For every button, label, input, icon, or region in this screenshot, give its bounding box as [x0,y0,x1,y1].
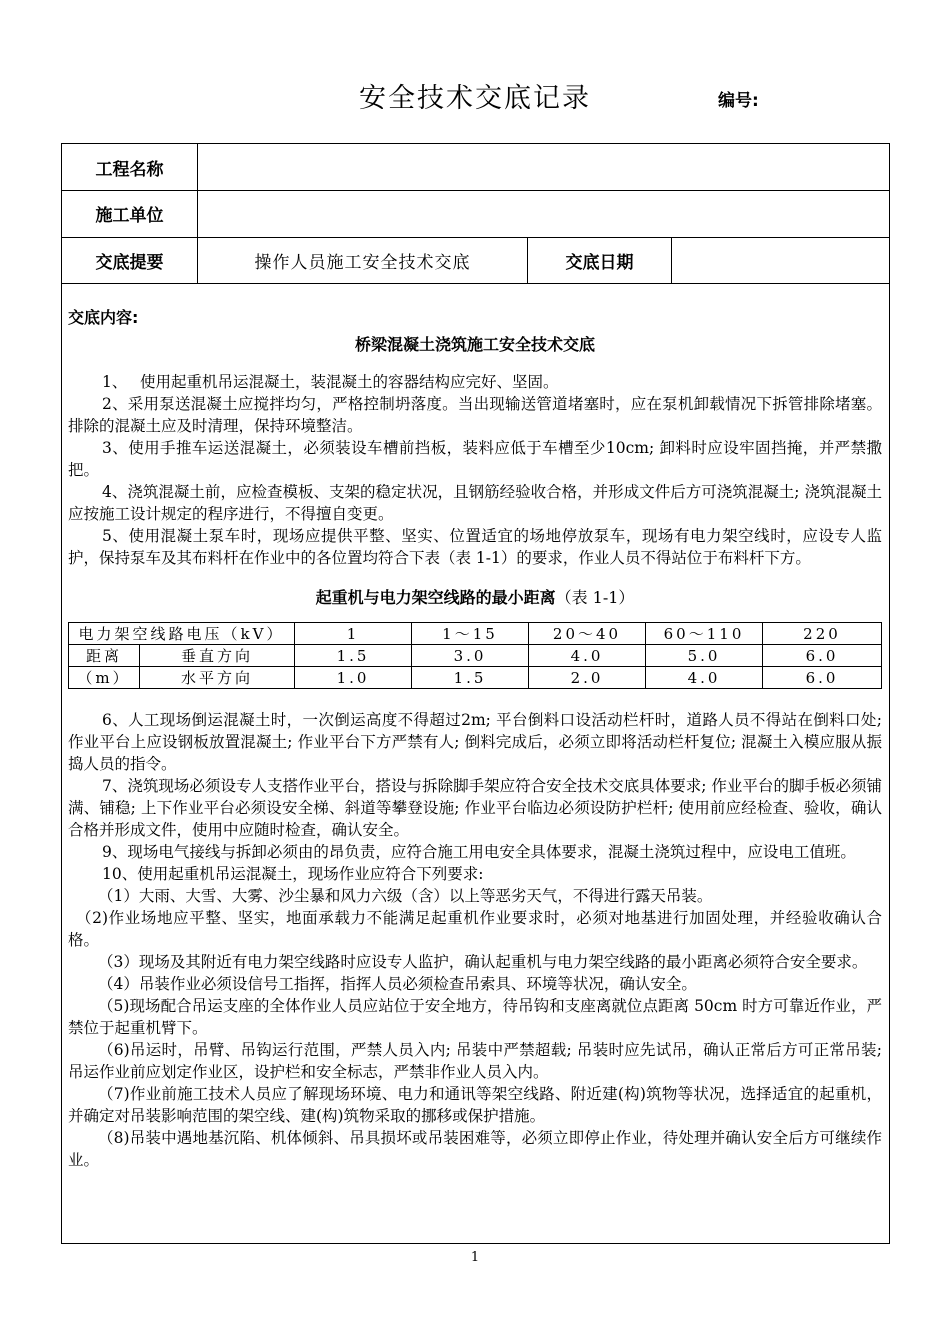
project-name-label: 工程名称 [62,144,198,190]
voltage-cell: 1～15 [412,623,529,645]
page-title: 安全技术交底记录 [359,83,591,114]
date-label: 交底日期 [528,237,672,283]
voltage-cell: 220 [763,623,882,645]
item-1: 1、 使用起重机吊运混凝土，装混凝土的容器结构应完好、坚固。 [102,373,559,391]
sub-item-5: （5)现场配合吊运支座的全体作业人员应站位于安全地方，待吊钩和支座离就位点距离 50cm 时方可靠近作业，严禁位于起重机臂下。 [68,997,882,1037]
voltage-header: 电力架空线路电压（kV） [69,623,295,645]
value-cell: 1.5 [412,667,529,689]
value-cell: 1.0 [295,667,412,689]
value-cell: 5.0 [646,645,763,667]
table-row-vertical [69,645,882,667]
construction-unit-label: 施工单位 [62,190,198,237]
distance-unit-label: （m） [69,667,140,689]
item-2: 2、采用泵送混凝土应搅拌均匀，严格控制坍落度。当出现输送管道堵塞时，应在泵机卸载情况下拆管排除堵塞。排除的混凝土应及时清理，保持环境整洁。 [68,395,882,435]
value-cell: 6.0 [763,667,882,689]
content-label: 交底内容: [68,308,139,327]
value-cell: 1.5 [295,645,412,667]
table-title-note: （表 1-1） [555,588,635,607]
sub-item-4: （4）吊装作业必须设信号工指挥，指挥人员必须检查吊索具、环境等状况，确认安全。 [98,975,697,993]
item-3: 3、使用手推车运送混凝土，必须装设车槽前挡板，装料应低于车槽至少10cm; 卸料时应设牢固挡掩，并严禁撒把。 [68,439,882,479]
sub-item-6: （6)吊运时，吊臂、吊钩运行范围，严禁人员入内; 吊装中严禁超载; 吊装时应先试吊，确认正常后方可正常吊装; 吊运作业前应划定作业区，设护栏和安全标志，严禁非作业人员入内。 [68,1041,882,1081]
page-number: 1 [470,1250,480,1265]
item-4: 4、浇筑混凝土前，应检查模板、支架的稳定状况，且钢筋经验收合格，并形成文件后方可浇筑混凝土; 浇筑混凝土应按施工设计规定的程序进行，不得擅自变更。 [68,483,882,523]
summary-value: 操作人员施工安全技术交底 [198,237,528,283]
value-cell: 6.0 [763,645,882,667]
summary-label: 交底提要 [62,237,198,283]
content-subtitle: 桥梁混凝土浇筑施工安全技术交底 [354,335,595,354]
value-cell: 3.0 [412,645,529,667]
table-title [68,585,882,608]
item-9: 9、现场电气接线与拆卸必须由的昂负责，应符合施工用电安全具体要求，混凝土浇筑过程中，应设电工值班。 [102,843,856,861]
sub-item-7: （7)作业前施工技术人员应了解现场环境、电力和通讯等架空线路、附近建(构)筑物等状况，选择适宜的起重机，并确定对吊装影响范围的架空线、建(构)筑物采取的挪移或保护措施。 [68,1085,882,1125]
value-cell: 4.0 [646,667,763,689]
sub-item-2: （2)作业场地应平整、坚实，地面承载力不能满足起重机作业要求时，必须对地基进行加固处理，并经验收确认合格。 [68,909,882,949]
value-cell: 2.0 [529,667,646,689]
sub-item-3: （3）现场及其附近有电力架空线路时应设专人监护，确认起重机与电力架空线路的最小距离必须符合安全要求。 [98,953,868,971]
table-row-horizontal [69,667,882,689]
distance-label: 距离 [69,645,140,667]
sub-item-8: （8)吊装中遇地基沉陷、机体倾斜、吊具损坏或吊装困难等，必须立即停止作业，待处理并确认安全后方可继续作业。 [68,1129,882,1169]
briefing-content [68,305,882,1171]
item-6: 6、人工现场倒运混凝土时，一次倒运高度不得超过2m; 平台倒料口设活动栏杆时，道路人员不得站在倒料口处; 作业平台上应设钢板放置混凝土; 作业平台下方严禁有人; 倒料完成后，必须立即将活动栏杆复位; 混凝土入模应服从振捣人员的指令。 [68,711,882,773]
item-5: 5、使用混凝土泵车时，现场应提供平整、坚实、位置适宜的场地停放泵车，现场有电力架空线时，应设专人监护，保持泵车及其布料杆在作业中的各位置均符合下表（表 1-1）的要求，作业人员不得站位于布料杆下方。 [68,527,882,567]
voltage-cell: 1 [295,623,412,645]
distance-table [68,622,882,689]
value-cell: 4.0 [529,645,646,667]
vertical-label: 垂直方向 [140,645,295,667]
voltage-cell: 20～40 [529,623,646,645]
sub-item-1: （1）大雨、大雪、大雾、沙尘暴和风力六级（含）以上等恶劣天气，不得进行露天吊装。 [98,887,713,905]
voltage-cell: 60～110 [646,623,763,645]
horizontal-label: 水平方向 [140,667,295,689]
table-title-main: 起重机与电力架空线路的最小距离 [315,588,556,607]
item-10: 10、使用起重机吊运混凝土，现场作业应符合下列要求: [102,865,484,883]
table-header-row [69,623,882,645]
item-7: 7、浇筑现场必须设专人支搭作业平台，搭设与拆除脚手架应符合安全技术交底具体要求; 作业平台的脚手板必须铺满、铺稳; 上下作业平台必须设安全梯、斜道等攀登设施; 作业平台临边必须设防护栏杆; 使用前应经检查、验收，确认合格并形成文件，使用中应随时检查，确认安全。 [68,777,882,839]
serial-number-label: 编号: [718,91,759,111]
